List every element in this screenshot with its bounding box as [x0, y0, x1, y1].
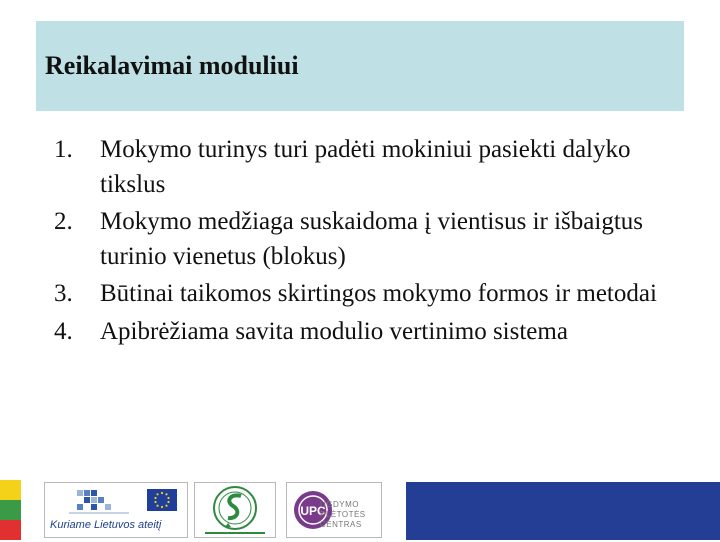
logo-caption: Kuriame Lietuvos ateitį [50, 519, 162, 531]
upc-org-name: UGDYMO PLĖTOTĖS CENTRAS [320, 500, 366, 529]
list-item-text: Būtinai taikomos skirtingos mokymo formos ir metodai [100, 280, 657, 307]
list-item-number: 4. [54, 318, 73, 345]
emblem-icon [195, 483, 275, 537]
stripe-green [0, 500, 21, 520]
list-item-text: Mokymo turinys turi padėti mokiniui pasiekti dalyko tikslus [100, 136, 631, 198]
logo-ministry-eu [44, 482, 188, 538]
list-item-number: 2. [54, 208, 73, 235]
slide-title: Reikalavimai moduliui [45, 51, 299, 80]
list-item [54, 276, 674, 312]
slide-title-bar [36, 21, 684, 111]
eu-flag-icon [147, 489, 177, 511]
list-item-text: Apibrėžiama savita modulio vertinimo sistema [100, 318, 568, 345]
list-item [54, 132, 674, 202]
list-item [54, 204, 674, 274]
list-item-text: Mokymo medžiaga suskaidoma į vientisus ir išbaigtus turinio vienetus (blokus) [100, 208, 643, 270]
list-item [54, 314, 674, 350]
list-item-number: 1. [54, 136, 73, 163]
list-item-number: 3. [54, 280, 73, 307]
stripe-red [0, 520, 21, 540]
requirements-list [54, 132, 674, 352]
logo-green-emblem [194, 482, 276, 538]
upc-initials: UPC [300, 504, 326, 518]
stripe-yellow [0, 480, 21, 500]
pixel-cluster-icon [67, 486, 131, 520]
footer-blue-bar [406, 482, 720, 540]
